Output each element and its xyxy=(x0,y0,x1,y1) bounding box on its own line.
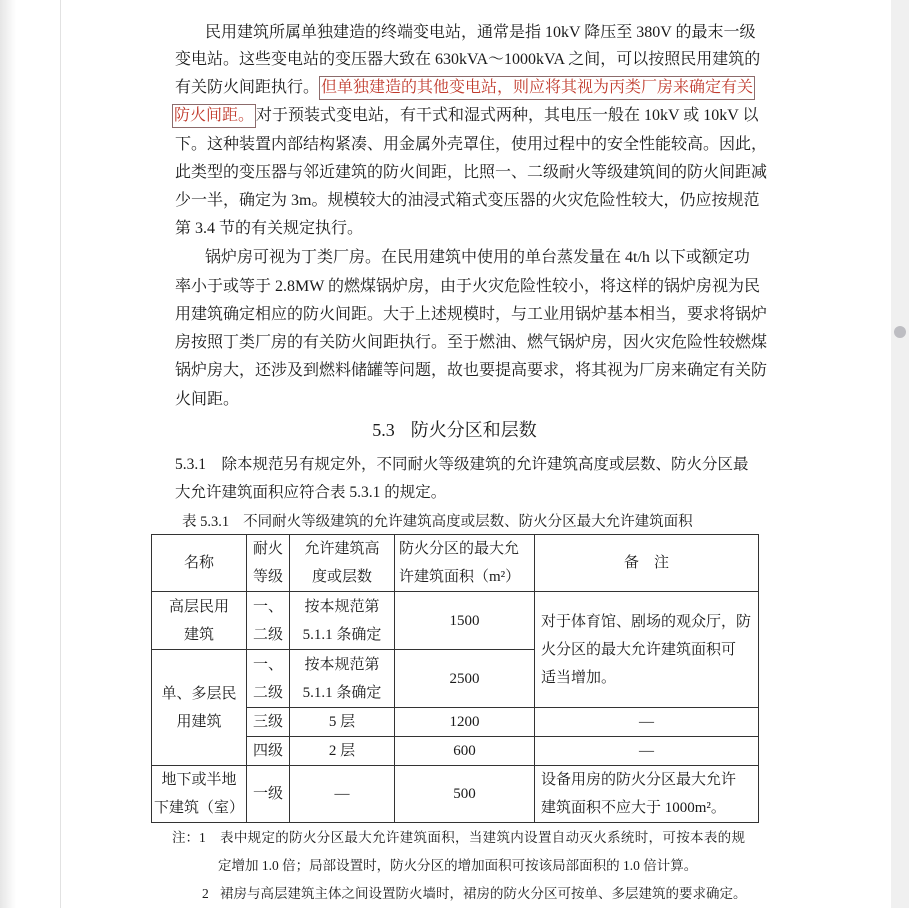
text-line: 民用建筑所属单独建造的终端变电站，通常是指 10kV 降压至 380V 的最末一级 xyxy=(205,24,756,41)
cell-text-line: 下建筑（室） xyxy=(153,800,244,816)
cell-remark: — xyxy=(535,708,759,737)
note-text: 裙房与高层建筑主体之间设置防火墙时，裙房的防火分区可按单、多层建筑的要求确定。 xyxy=(220,886,747,901)
cell-grade: 一级 xyxy=(247,766,290,823)
cell-text-line: 设备用房的防火分区最大允许 xyxy=(541,772,737,788)
clause-line: 5.3.1 除本规范另有规定外，不同耐火等级建筑的允许建筑高度或层数、防火分区最 xyxy=(175,456,749,473)
note-text: 定增加 1.0 倍；局部设置时，防火分区的增加面积可按该局部面积的 1.0 倍计算。 xyxy=(218,858,698,873)
cell-name xyxy=(152,650,247,766)
header-area xyxy=(395,535,535,592)
table-row xyxy=(152,592,759,650)
cell-text-line: 用建筑 xyxy=(176,713,222,730)
cell-text-line: 二级 xyxy=(252,626,283,643)
cell-text-line: 按本规范第 xyxy=(304,598,380,615)
text-segment: 有关防火间距执行。 xyxy=(175,79,320,96)
scrollbar-track[interactable] xyxy=(891,0,909,908)
cell-text-line: 地下或半地 xyxy=(161,772,237,788)
text-line: 少一半，确定为 3m。规模较大的油浸式箱式变压器的火灾危险性较大，仍应按规范 xyxy=(175,192,760,209)
cell-text-line: 一、 xyxy=(252,656,283,673)
cell-height: 2 层 xyxy=(290,737,395,766)
text-line: 用建筑确定相应的防火间距。大于上述规模时，与工业用锅炉基本相当，要求将锅炉 xyxy=(175,306,768,323)
table-row xyxy=(152,766,759,823)
cell-grade xyxy=(247,650,290,708)
viewer-left-shadow xyxy=(0,0,16,908)
note-label: 注：1 xyxy=(172,830,206,845)
cell-grade xyxy=(247,592,290,650)
cell-text-line: 按本规范第 xyxy=(304,656,380,673)
cell-text-line: 许建筑面积（m²） xyxy=(399,569,521,585)
text-line: 此类型的变压器与邻近建筑的防火间距，比照一、二级耐火等级建筑间的防火间距减 xyxy=(175,164,768,181)
cell-remark xyxy=(535,766,759,823)
text-segment: 对于预装式变电站，有干式和湿式两种，其电压一般在 10kV 或 10kV 以 xyxy=(256,107,759,124)
cell-area: 600 xyxy=(395,737,535,766)
page-left-edge xyxy=(60,0,61,908)
header-grade xyxy=(247,535,290,592)
cell-area: 1200 xyxy=(395,708,535,737)
cell-text-line: 防火分区的最大允 xyxy=(399,541,520,557)
highlighted-text: 防火间距。 xyxy=(172,104,256,128)
text-line: 下。这种装置内部结构紧凑、用金属外壳罩住，使用过程中的安全性能较高。因此， xyxy=(175,136,768,153)
cell-text-line: 建筑 xyxy=(183,626,214,643)
section-title: 防火分区和层数 xyxy=(410,420,537,440)
section-number: 5.3 xyxy=(372,420,395,440)
cell-text-line: 一、 xyxy=(252,598,283,615)
cell-height xyxy=(290,592,395,650)
text-line: 变电站。这些变电站的变压器大致在 630kVA～1000kVA 之间，可以按照民用建筑的 xyxy=(175,51,761,68)
text-line: 第 3.4 节的有关规定执行。 xyxy=(175,220,364,237)
cell-remark-shared xyxy=(535,592,759,708)
cell-text-line: 允许建筑高 xyxy=(304,541,380,557)
cell-height: — xyxy=(290,766,395,823)
cell-text-line: 耐火 xyxy=(252,541,283,557)
text-line: 锅炉房大，还涉及到燃料储罐等问题，故也要提高要求，将其视为厂房来确定有关防 xyxy=(175,362,768,379)
text-line: 率小于或等于 2.8MW 的燃煤锅炉房，由于火灾危险性较小，将这样的锅炉房视为民 xyxy=(175,278,761,295)
cell-remark: — xyxy=(535,737,759,766)
cell-text-line: 二级 xyxy=(252,684,283,701)
cell-height xyxy=(290,650,395,708)
text-line: 房按照丁类厂房的有关防火间距执行。至于燃油、燃气锅炉房，因火灾危险性较燃煤 xyxy=(175,334,768,351)
text-line: 火间距。 xyxy=(175,391,240,408)
cell-text-line: 等级 xyxy=(252,569,283,585)
cell-text-line: 高层民用 xyxy=(168,598,229,615)
cell-grade: 三级 xyxy=(247,708,290,737)
cell-name xyxy=(152,766,247,823)
clause-line: 大允许建筑面积应符合表 5.3.1 的规定。 xyxy=(175,484,447,501)
cell-area: 2500 xyxy=(395,650,535,708)
cell-text-line: 对于体育馆、剧场的观众厅，防 xyxy=(541,613,752,630)
cell-text-line: 5.1.1 条确定 xyxy=(302,684,382,701)
section-heading xyxy=(0,416,909,444)
fire-compartment-table xyxy=(151,534,759,823)
caption-number: 表 5.3.1 xyxy=(182,514,230,530)
text-line: 锅炉房可视为丁类厂房。在民用建筑中使用的单台蒸发量在 4t/h 以下或额定功 xyxy=(205,249,750,266)
caption-title: 不同耐火等级建筑的允许建筑高度或层数、防火分区最大允许建筑面积 xyxy=(243,514,693,530)
table-caption xyxy=(182,510,727,534)
note-number: 2 xyxy=(202,886,209,901)
cell-text-line: 单、多层民 xyxy=(161,685,237,702)
highlighted-text: 但单独建造的其他变电站，则应将其视为丙类厂房来确定有关 xyxy=(319,76,755,100)
header-name: 名称 xyxy=(152,535,247,592)
cell-area: 1500 xyxy=(395,592,535,650)
cell-text-line: 5.1.1 条确定 xyxy=(302,626,382,643)
text-line xyxy=(175,74,754,102)
header-height xyxy=(290,535,395,592)
cell-height: 5 层 xyxy=(290,708,395,737)
cell-text-line: 适当增加。 xyxy=(541,669,617,686)
cell-text-line: 度或层数 xyxy=(311,569,372,585)
cell-name xyxy=(152,592,247,650)
cell-text-line: 火分区的最大允许建筑面积可 xyxy=(541,641,737,658)
cell-area: 500 xyxy=(395,766,535,823)
cell-text-line: 建筑面积不应大于 1000m²。 xyxy=(541,800,726,816)
table-header-row xyxy=(152,535,759,592)
header-remark: 备 注 xyxy=(535,535,759,592)
text-line xyxy=(172,102,759,130)
scrollbar-thumb[interactable] xyxy=(894,326,906,338)
note-text: 表中规定的防火分区最大允许建筑面积，当建筑内设置自动灭火系统时，可按本表的规 xyxy=(220,830,745,845)
cell-grade: 四级 xyxy=(247,737,290,766)
